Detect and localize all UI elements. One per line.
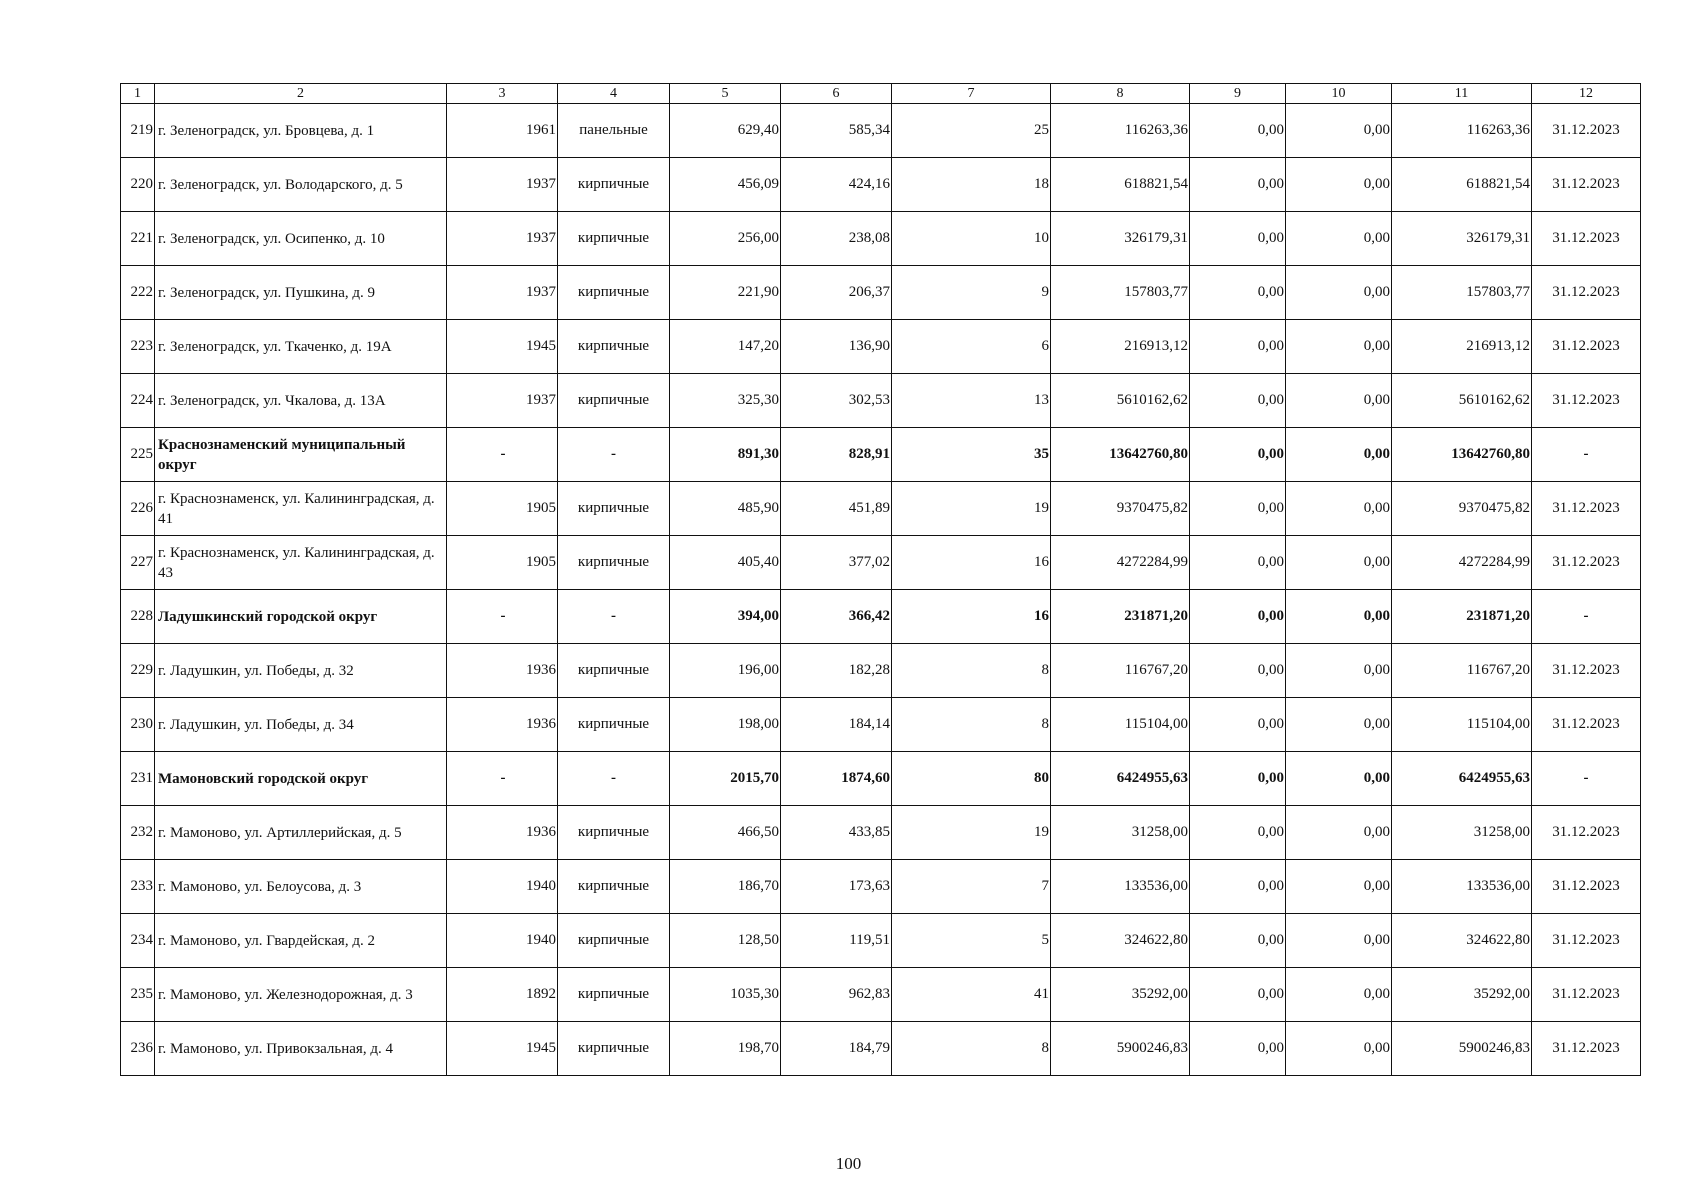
table-row <box>121 968 1641 1022</box>
table-row <box>121 644 1641 698</box>
housing-register-table <box>120 83 1641 1076</box>
residents-cell: 8 <box>892 1022 1051 1076</box>
area-living-cell: 433,85 <box>781 806 892 860</box>
area-total-cell: 128,50 <box>670 914 781 968</box>
cost-col11-cell: 35292,00 <box>1392 968 1532 1022</box>
column-number: 3 <box>447 84 558 104</box>
column-number: 12 <box>1532 84 1641 104</box>
table-row <box>121 482 1641 536</box>
row-index: 226 <box>121 482 155 536</box>
cost-col9-cell: 0,00 <box>1190 104 1286 158</box>
deadline-cell: 31.12.2023 <box>1532 482 1641 536</box>
cost-col10-cell: 0,00 <box>1286 698 1392 752</box>
material-cell: кирпичные <box>558 860 670 914</box>
row-index: 233 <box>121 860 155 914</box>
cost-col10-cell: 0,00 <box>1286 806 1392 860</box>
residents-cell: 7 <box>892 860 1051 914</box>
cost-col9-cell: 0,00 <box>1190 212 1286 266</box>
address-cell: г. Ладушкин, ул. Победы, д. 32 <box>155 644 447 698</box>
material-cell: кирпичные <box>558 212 670 266</box>
cost-col9-cell: 0,00 <box>1190 860 1286 914</box>
year-cell: 1892 <box>447 968 558 1022</box>
table-row <box>121 266 1641 320</box>
row-index: 230 <box>121 698 155 752</box>
cost-col10-cell: 0,00 <box>1286 374 1392 428</box>
cost-total-cell: 5900246,83 <box>1051 1022 1190 1076</box>
area-total-cell: 198,00 <box>670 698 781 752</box>
row-index: 224 <box>121 374 155 428</box>
cost-col10-cell: 0,00 <box>1286 860 1392 914</box>
material-cell: панельные <box>558 104 670 158</box>
area-living-cell: 424,16 <box>781 158 892 212</box>
cost-col10-cell: 0,00 <box>1286 482 1392 536</box>
year-cell: 1905 <box>447 536 558 590</box>
cost-col9-cell: 0,00 <box>1190 428 1286 482</box>
material-cell: кирпичные <box>558 914 670 968</box>
cost-col11-cell: 115104,00 <box>1392 698 1532 752</box>
deadline-cell: 31.12.2023 <box>1532 266 1641 320</box>
address-cell: г. Зеленоградск, ул. Бровцева, д. 1 <box>155 104 447 158</box>
deadline-cell: 31.12.2023 <box>1532 1022 1641 1076</box>
cost-col11-cell: 5900246,83 <box>1392 1022 1532 1076</box>
cost-col10-cell: 0,00 <box>1286 1022 1392 1076</box>
table-row <box>121 104 1641 158</box>
residents-cell: 19 <box>892 806 1051 860</box>
deadline-cell: 31.12.2023 <box>1532 320 1641 374</box>
column-number: 5 <box>670 84 781 104</box>
material-cell: кирпичные <box>558 968 670 1022</box>
residents-cell: 35 <box>892 428 1051 482</box>
address-cell: Краснознаменский муниципальный округ <box>155 428 447 482</box>
residents-cell: 16 <box>892 536 1051 590</box>
area-total-cell: 256,00 <box>670 212 781 266</box>
year-cell: - <box>447 590 558 644</box>
address-cell: г. Зеленоградск, ул. Пушкина, д. 9 <box>155 266 447 320</box>
material-cell: кирпичные <box>558 266 670 320</box>
address-cell: г. Мамоново, ул. Железнодорожная, д. 3 <box>155 968 447 1022</box>
row-index: 234 <box>121 914 155 968</box>
cost-col10-cell: 0,00 <box>1286 968 1392 1022</box>
cost-col9-cell: 0,00 <box>1190 266 1286 320</box>
address-cell: г. Краснознаменск, ул. Калининградская, д. 41 <box>155 482 447 536</box>
address-cell: Мамоновский городской округ <box>155 752 447 806</box>
cost-col9-cell: 0,00 <box>1190 698 1286 752</box>
row-index: 221 <box>121 212 155 266</box>
deadline-cell: 31.12.2023 <box>1532 968 1641 1022</box>
cost-col11-cell: 157803,77 <box>1392 266 1532 320</box>
cost-col11-cell: 324622,80 <box>1392 914 1532 968</box>
year-cell: 1937 <box>447 266 558 320</box>
cost-col9-cell: 0,00 <box>1190 1022 1286 1076</box>
cost-col9-cell: 0,00 <box>1190 806 1286 860</box>
year-cell: 1945 <box>447 320 558 374</box>
area-total-cell: 629,40 <box>670 104 781 158</box>
cost-col11-cell: 116263,36 <box>1392 104 1532 158</box>
cost-total-cell: 231871,20 <box>1051 590 1190 644</box>
table-row <box>121 1022 1641 1076</box>
address-cell: г. Ладушкин, ул. Победы, д. 34 <box>155 698 447 752</box>
cost-col9-cell: 0,00 <box>1190 158 1286 212</box>
area-living-cell: 184,14 <box>781 698 892 752</box>
address-cell: г. Зеленоградск, ул. Осипенко, д. 10 <box>155 212 447 266</box>
area-total-cell: 198,70 <box>670 1022 781 1076</box>
material-cell: кирпичные <box>558 536 670 590</box>
cost-total-cell: 116263,36 <box>1051 104 1190 158</box>
year-cell: 1936 <box>447 806 558 860</box>
cost-total-cell: 618821,54 <box>1051 158 1190 212</box>
area-living-cell: 451,89 <box>781 482 892 536</box>
row-index: 232 <box>121 806 155 860</box>
column-number: 4 <box>558 84 670 104</box>
area-living-cell: 962,83 <box>781 968 892 1022</box>
cost-col10-cell: 0,00 <box>1286 914 1392 968</box>
material-cell: кирпичные <box>558 158 670 212</box>
cost-col10-cell: 0,00 <box>1286 752 1392 806</box>
residents-cell: 18 <box>892 158 1051 212</box>
cost-total-cell: 13642760,80 <box>1051 428 1190 482</box>
area-living-cell: 828,91 <box>781 428 892 482</box>
area-total-cell: 2015,70 <box>670 752 781 806</box>
area-living-cell: 585,34 <box>781 104 892 158</box>
cost-col11-cell: 31258,00 <box>1392 806 1532 860</box>
cost-col11-cell: 4272284,99 <box>1392 536 1532 590</box>
cost-col9-cell: 0,00 <box>1190 644 1286 698</box>
cost-total-cell: 216913,12 <box>1051 320 1190 374</box>
cost-total-cell: 157803,77 <box>1051 266 1190 320</box>
cost-col10-cell: 0,00 <box>1286 158 1392 212</box>
year-cell: 1936 <box>447 644 558 698</box>
table-body <box>121 84 1641 1076</box>
cost-col11-cell: 5610162,62 <box>1392 374 1532 428</box>
area-living-cell: 238,08 <box>781 212 892 266</box>
column-number: 7 <box>892 84 1051 104</box>
residents-cell: 8 <box>892 698 1051 752</box>
cost-col10-cell: 0,00 <box>1286 320 1392 374</box>
column-number: 1 <box>121 84 155 104</box>
cost-total-cell: 5610162,62 <box>1051 374 1190 428</box>
deadline-cell: 31.12.2023 <box>1532 698 1641 752</box>
column-number: 6 <box>781 84 892 104</box>
table-row <box>121 212 1641 266</box>
area-living-cell: 173,63 <box>781 860 892 914</box>
column-number: 8 <box>1051 84 1190 104</box>
deadline-cell: 31.12.2023 <box>1532 212 1641 266</box>
year-cell: 1940 <box>447 914 558 968</box>
cost-total-cell: 31258,00 <box>1051 806 1190 860</box>
column-number: 10 <box>1286 84 1392 104</box>
year-cell: 1936 <box>447 698 558 752</box>
area-living-cell: 206,37 <box>781 266 892 320</box>
area-living-cell: 119,51 <box>781 914 892 968</box>
address-cell: г. Мамоново, ул. Белоусова, д. 3 <box>155 860 447 914</box>
residents-cell: 19 <box>892 482 1051 536</box>
cost-col9-cell: 0,00 <box>1190 752 1286 806</box>
area-total-cell: 186,70 <box>670 860 781 914</box>
year-cell: 1937 <box>447 158 558 212</box>
cost-col11-cell: 326179,31 <box>1392 212 1532 266</box>
table-row <box>121 158 1641 212</box>
cost-col9-cell: 0,00 <box>1190 320 1286 374</box>
area-living-cell: 1874,60 <box>781 752 892 806</box>
address-cell: Ладушкинский городской округ <box>155 590 447 644</box>
cost-total-cell: 9370475,82 <box>1051 482 1190 536</box>
row-index: 220 <box>121 158 155 212</box>
row-index: 229 <box>121 644 155 698</box>
material-cell: кирпичные <box>558 806 670 860</box>
residents-cell: 5 <box>892 914 1051 968</box>
area-living-cell: 366,42 <box>781 590 892 644</box>
year-cell: 1945 <box>447 1022 558 1076</box>
address-cell: г. Зеленоградск, ул. Володарского, д. 5 <box>155 158 447 212</box>
cost-total-cell: 116767,20 <box>1051 644 1190 698</box>
table-row <box>121 806 1641 860</box>
residents-cell: 41 <box>892 968 1051 1022</box>
deadline-cell: - <box>1532 428 1641 482</box>
cost-total-cell: 6424955,63 <box>1051 752 1190 806</box>
deadline-cell: 31.12.2023 <box>1532 104 1641 158</box>
column-number-row <box>121 84 1641 104</box>
area-living-cell: 377,02 <box>781 536 892 590</box>
year-cell: - <box>447 428 558 482</box>
year-cell: 1905 <box>447 482 558 536</box>
cost-col9-cell: 0,00 <box>1190 482 1286 536</box>
deadline-cell: 31.12.2023 <box>1532 158 1641 212</box>
address-cell: г. Мамоново, ул. Привокзальная, д. 4 <box>155 1022 447 1076</box>
residents-cell: 8 <box>892 644 1051 698</box>
cost-col9-cell: 0,00 <box>1190 590 1286 644</box>
table-row <box>121 698 1641 752</box>
area-total-cell: 325,30 <box>670 374 781 428</box>
area-total-cell: 147,20 <box>670 320 781 374</box>
row-index: 231 <box>121 752 155 806</box>
page-number: 100 <box>835 1154 862 1173</box>
cost-col11-cell: 133536,00 <box>1392 860 1532 914</box>
table-row <box>121 536 1641 590</box>
address-cell: г. Краснознаменск, ул. Калининградская, д. 43 <box>155 536 447 590</box>
residents-cell: 10 <box>892 212 1051 266</box>
cost-col10-cell: 0,00 <box>1286 212 1392 266</box>
address-cell: г. Зеленоградск, ул. Чкалова, д. 13А <box>155 374 447 428</box>
residents-cell: 9 <box>892 266 1051 320</box>
cost-col11-cell: 13642760,80 <box>1392 428 1532 482</box>
cost-col11-cell: 216913,12 <box>1392 320 1532 374</box>
table-row <box>121 914 1641 968</box>
material-cell: - <box>558 752 670 806</box>
deadline-cell: 31.12.2023 <box>1532 374 1641 428</box>
residents-cell: 13 <box>892 374 1051 428</box>
address-cell: г. Мамоново, ул. Гвардейская, д. 2 <box>155 914 447 968</box>
deadline-cell: 31.12.2023 <box>1532 860 1641 914</box>
area-total-cell: 221,90 <box>670 266 781 320</box>
area-total-cell: 485,90 <box>670 482 781 536</box>
residents-cell: 80 <box>892 752 1051 806</box>
row-index: 223 <box>121 320 155 374</box>
cost-col11-cell: 618821,54 <box>1392 158 1532 212</box>
row-index: 225 <box>121 428 155 482</box>
area-total-cell: 1035,30 <box>670 968 781 1022</box>
material-cell: кирпичные <box>558 482 670 536</box>
residents-cell: 16 <box>892 590 1051 644</box>
year-cell: 1937 <box>447 212 558 266</box>
material-cell: кирпичные <box>558 644 670 698</box>
cost-col10-cell: 0,00 <box>1286 428 1392 482</box>
subtotal-row <box>121 752 1641 806</box>
row-index: 236 <box>121 1022 155 1076</box>
area-total-cell: 405,40 <box>670 536 781 590</box>
residents-cell: 25 <box>892 104 1051 158</box>
year-cell: 1940 <box>447 860 558 914</box>
cost-col10-cell: 0,00 <box>1286 266 1392 320</box>
row-index: 219 <box>121 104 155 158</box>
area-living-cell: 302,53 <box>781 374 892 428</box>
material-cell: кирпичные <box>558 374 670 428</box>
cost-col9-cell: 0,00 <box>1190 968 1286 1022</box>
area-total-cell: 196,00 <box>670 644 781 698</box>
area-living-cell: 184,79 <box>781 1022 892 1076</box>
deadline-cell: 31.12.2023 <box>1532 806 1641 860</box>
deadline-cell: 31.12.2023 <box>1532 644 1641 698</box>
cost-col11-cell: 116767,20 <box>1392 644 1532 698</box>
cost-col9-cell: 0,00 <box>1190 536 1286 590</box>
deadline-cell: - <box>1532 590 1641 644</box>
material-cell: кирпичные <box>558 698 670 752</box>
area-living-cell: 182,28 <box>781 644 892 698</box>
deadline-cell: 31.12.2023 <box>1532 536 1641 590</box>
cost-col9-cell: 0,00 <box>1190 374 1286 428</box>
cost-total-cell: 324622,80 <box>1051 914 1190 968</box>
cost-col11-cell: 231871,20 <box>1392 590 1532 644</box>
cost-total-cell: 326179,31 <box>1051 212 1190 266</box>
material-cell: - <box>558 590 670 644</box>
area-living-cell: 136,90 <box>781 320 892 374</box>
column-number: 9 <box>1190 84 1286 104</box>
area-total-cell: 466,50 <box>670 806 781 860</box>
year-cell: 1937 <box>447 374 558 428</box>
cost-col10-cell: 0,00 <box>1286 590 1392 644</box>
material-cell: кирпичные <box>558 1022 670 1076</box>
subtotal-row <box>121 428 1641 482</box>
table-row <box>121 320 1641 374</box>
table-row <box>121 860 1641 914</box>
table-row <box>121 374 1641 428</box>
deadline-cell: 31.12.2023 <box>1532 914 1641 968</box>
cost-col10-cell: 0,00 <box>1286 536 1392 590</box>
year-cell: 1961 <box>447 104 558 158</box>
year-cell: - <box>447 752 558 806</box>
residents-cell: 6 <box>892 320 1051 374</box>
cost-total-cell: 4272284,99 <box>1051 536 1190 590</box>
deadline-cell: - <box>1532 752 1641 806</box>
cost-col10-cell: 0,00 <box>1286 644 1392 698</box>
cost-col11-cell: 9370475,82 <box>1392 482 1532 536</box>
column-number: 2 <box>155 84 447 104</box>
cost-total-cell: 35292,00 <box>1051 968 1190 1022</box>
row-index: 228 <box>121 590 155 644</box>
cost-col10-cell: 0,00 <box>1286 104 1392 158</box>
row-index: 235 <box>121 968 155 1022</box>
area-total-cell: 394,00 <box>670 590 781 644</box>
cost-col9-cell: 0,00 <box>1190 914 1286 968</box>
material-cell: - <box>558 428 670 482</box>
cost-col11-cell: 6424955,63 <box>1392 752 1532 806</box>
column-number: 11 <box>1392 84 1532 104</box>
row-index: 222 <box>121 266 155 320</box>
row-index: 227 <box>121 536 155 590</box>
address-cell: г. Зеленоградск, ул. Ткаченко, д. 19А <box>155 320 447 374</box>
area-total-cell: 891,30 <box>670 428 781 482</box>
subtotal-row <box>121 590 1641 644</box>
cost-total-cell: 133536,00 <box>1051 860 1190 914</box>
area-total-cell: 456,09 <box>670 158 781 212</box>
cost-total-cell: 115104,00 <box>1051 698 1190 752</box>
address-cell: г. Мамоново, ул. Артиллерийская, д. 5 <box>155 806 447 860</box>
material-cell: кирпичные <box>558 320 670 374</box>
